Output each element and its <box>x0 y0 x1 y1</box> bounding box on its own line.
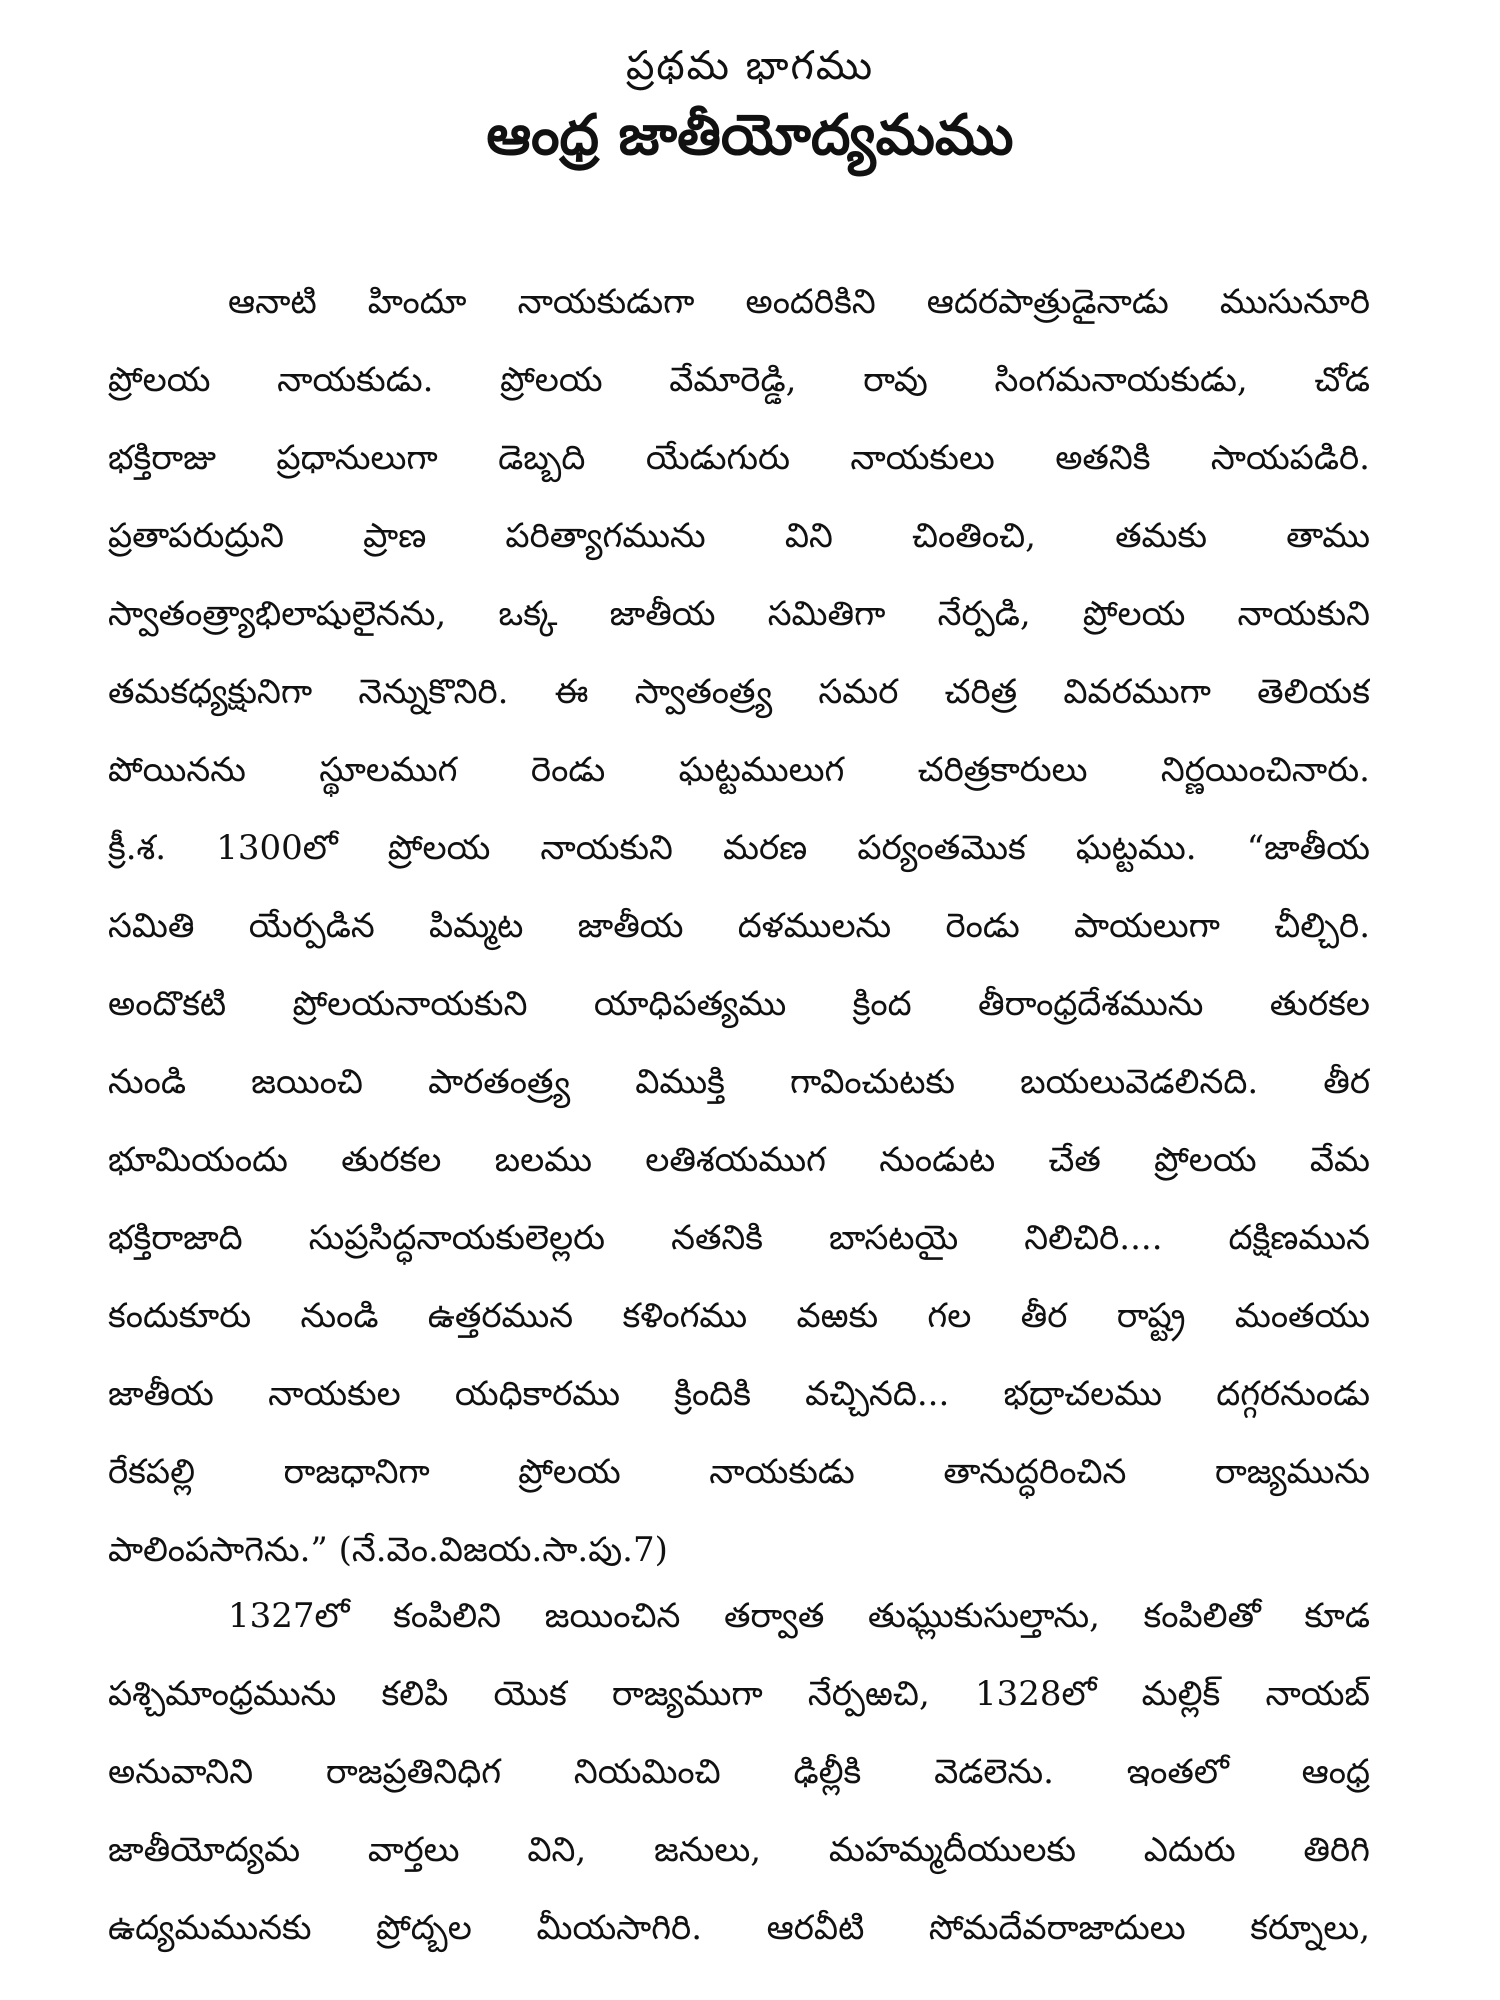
text-line: క్రీ.శ. 1300లో ప్రోలయ నాయకుని మరణ పర్యంతమొక ఘట్టము. “జాతీయ <box>108 828 1370 868</box>
text-line: పోయినను స్థూలముగ రెండు ఘట్టములుగ చరిత్రకారులు నిర్ణయించినారు. <box>108 750 1370 790</box>
text-line: ఉద్యమమునకు ప్రోద్బల మీయసాగిరి. ఆరవీటి సోమదేవరాజాదులు కర్నూలు, <box>108 1908 1370 1948</box>
text-line: నుండి జయించి పారతంత్ర్య విముక్తి గావించుటకు బయలువెడలినది. తీర <box>108 1062 1370 1102</box>
paragraph-2 <box>108 1577 1370 1967</box>
text-line: భూమియందు తురకల బలము లతిశయముగ నుండుట చేత ప్రోలయ వేమ <box>108 1140 1370 1180</box>
text-line: జాతీయోద్యమ వార్తలు విని, జనులు, మహమ్మదీయులకు ఎదురు తిరిగి <box>108 1830 1370 1870</box>
text-line: జాతీయ నాయకుల యధికారము క్రిందికి వచ్చినది... భద్రాచలము దగ్గరనుండు <box>108 1374 1370 1414</box>
text-line: కందుకూరు నుండి ఉత్తరమున కళింగము వఱకు గల తీర రాష్ట్ర మంతయు <box>108 1296 1370 1336</box>
text-line: పాలింపసాగెను.” (నే.వెం.విజయ.సా.పు.7) <box>108 1530 668 1570</box>
text-line: ఆనాటి హిందూ నాయకుడుగా అందరికిని ఆదరపాత్రుడైనాడు ముసునూరి <box>228 282 1370 322</box>
text-line: పశ్చిమాంధ్రమును కలిపి యొక రాజ్యముగా నేర్పఱచి, 1328లో మల్లిక్ నాయబ్ <box>108 1674 1370 1714</box>
text-line: అందొకటి ప్రోలయనాయకుని యాధిపత్యము క్రింద తీరాంధ్రదేశమును తురకల <box>108 984 1370 1024</box>
chapter-title: ఆంధ్ర జాతీయోద్యమము <box>486 102 1014 168</box>
text-line: అనువానిని రాజప్రతినిధిగ నియమించి ఢిల్లీకి వెడలెను. ఇంతలో ఆంధ్ర <box>108 1752 1370 1792</box>
part-subtitle: ప్రథమ భాగము <box>625 43 875 89</box>
text-line: భక్తిరాజు ప్రధానులుగా డెబ్బది యేడుగురు నాయకులు అతనికి సాయపడిరి. <box>108 438 1370 478</box>
paragraph-1 <box>108 263 1370 1589</box>
text-line: 1327లో కంపిలిని జయించిన తర్వాత తుఘ్లుకుసుల్తాను, కంపిలితో కూడ <box>228 1596 1370 1636</box>
text-line: స్వాతంత్ర్యాభిలాషులైనను, ఒక్క జాతీయ సమితిగా నేర్పడి, ప్రోలయ నాయకుని <box>108 594 1370 634</box>
text-line: భక్తిరాజాది సుప్రసిద్ధనాయకులెల్లరు నతనికి బాసటయై నిలిచిరి.... దక్షిణమున <box>108 1218 1370 1258</box>
text-line: సమితి యేర్పడిన పిమ్మట జాతీయ దళములను రెండు పాయలుగా చీల్చిరి. <box>108 906 1370 946</box>
text-line: ప్రతాపరుద్రుని ప్రాణ పరిత్యాగమును విని చింతించి, తమకు తాము <box>108 516 1370 556</box>
text-line: తమకధ్యక్షునిగా నెన్నుకొనిరి. ఈ స్వాతంత్ర్య సమర చరిత్ర వివరముగా తెలియక <box>108 672 1370 712</box>
text-line: ప్రోలయ నాయకుడు. ప్రోలయ వేమారెడ్డి, రావు సింగమనాయకుడు, చోడ <box>108 360 1370 400</box>
text-line: రేకపల్లి రాజధానిగా ప్రోలయ నాయకుడు తానుద్ధరించిన రాజ్యమును <box>108 1452 1370 1492</box>
